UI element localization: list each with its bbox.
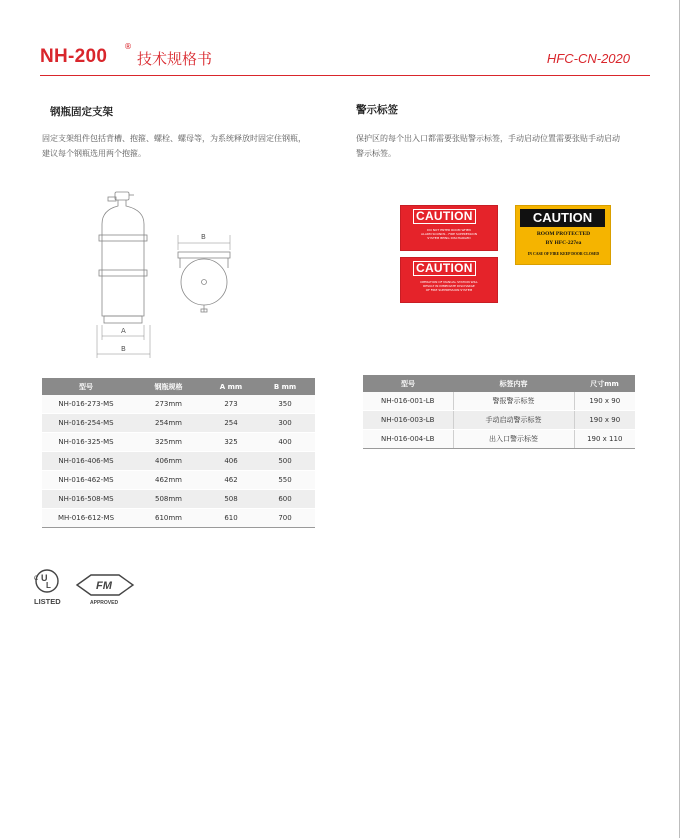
table-row bbox=[42, 395, 315, 414]
caution-heading: CAUTION bbox=[520, 209, 605, 227]
document-code: HFC-CN-2020 bbox=[546, 51, 630, 66]
cell-b: 700 bbox=[255, 509, 315, 528]
cell-b: 500 bbox=[255, 452, 315, 471]
ul-listed-mark bbox=[34, 570, 61, 606]
bracket-description-line: 建议每个钢瓶选用两个抱箍。 bbox=[42, 149, 146, 158]
sign-text-line: IN CASE OF FIRE KEEP DOOR CLOSED bbox=[527, 252, 600, 256]
top-view-cylinder bbox=[181, 259, 227, 305]
warning-section-title: 警示标签 bbox=[356, 104, 398, 116]
cell-a: 462 bbox=[207, 471, 255, 490]
cell-b: 600 bbox=[255, 490, 315, 509]
fm-text: FM bbox=[96, 580, 112, 592]
cell-a: 325 bbox=[207, 433, 255, 452]
table-row bbox=[363, 392, 635, 411]
table-row bbox=[42, 490, 315, 509]
cylinder-base bbox=[104, 316, 142, 323]
registered-mark: ® bbox=[124, 42, 132, 51]
table-header-row bbox=[42, 378, 315, 395]
cell-cylinder-size: 462mm bbox=[130, 471, 207, 490]
cell-model: NH-016-273-MS bbox=[42, 395, 130, 414]
sign-text-line: OPERATION OF MANUAL STATION WILL bbox=[420, 280, 478, 284]
col-header-model: 型号 bbox=[42, 378, 130, 395]
table-row bbox=[42, 433, 315, 452]
page-header bbox=[40, 40, 650, 78]
cell-cylinder-size: 508mm bbox=[130, 490, 207, 509]
sign-text bbox=[405, 280, 493, 292]
col-header-model: 型号 bbox=[363, 375, 453, 392]
caution-heading: CAUTION bbox=[413, 209, 476, 224]
cell-model: NH-016-001-LB bbox=[363, 392, 453, 411]
cell-label-content: 出入口警示标签 bbox=[453, 430, 574, 449]
warning-description-line: 警示标签。 bbox=[356, 149, 396, 158]
col-header-cylinder-size: 钢瓶规格 bbox=[130, 378, 207, 395]
cell-model: NH-016-508-MS bbox=[42, 490, 130, 509]
cylinder-bracket-drawing bbox=[88, 188, 248, 366]
caution-heading: CAUTION bbox=[413, 261, 476, 276]
col-header-b: B mm bbox=[255, 378, 315, 395]
bracket-spec-table bbox=[42, 378, 315, 528]
cell-label-content: 警报警示标签 bbox=[453, 392, 574, 411]
table-row bbox=[42, 414, 315, 433]
certification-logos bbox=[33, 566, 143, 611]
cell-b: 400 bbox=[255, 433, 315, 452]
top-view-backplate bbox=[178, 252, 230, 258]
table-header-row bbox=[363, 375, 635, 392]
top-view-center bbox=[202, 280, 207, 285]
cell-size: 190 x 90 bbox=[574, 392, 635, 411]
cell-b: 300 bbox=[255, 414, 315, 433]
cell-model: NH-016-325-MS bbox=[42, 433, 130, 452]
cell-label-content: 手动启动警示标签 bbox=[453, 411, 574, 430]
sign-text-line: BY HFC-227ea bbox=[545, 240, 582, 246]
cell-model: NH-016-462-MS bbox=[42, 471, 130, 490]
col-header-label-content: 标签内容 bbox=[453, 375, 574, 392]
bracket-description bbox=[42, 131, 306, 161]
cell-b: 350 bbox=[255, 395, 315, 414]
cell-b: 550 bbox=[255, 471, 315, 490]
ul-c: C bbox=[34, 576, 39, 582]
document-title: 技术规格书 bbox=[137, 50, 213, 68]
table-row bbox=[42, 471, 315, 490]
ul-listed-text: LISTED bbox=[34, 597, 61, 606]
cell-a: 254 bbox=[207, 414, 255, 433]
alarm-warning-sign bbox=[400, 205, 498, 251]
cell-size: 190 x 110 bbox=[574, 430, 635, 449]
ul-l: L bbox=[46, 581, 51, 590]
cell-model: NH-016-254-MS bbox=[42, 414, 130, 433]
page-edge bbox=[679, 0, 680, 838]
col-header-size: 尺寸mm bbox=[574, 375, 635, 392]
cell-model: NH-016-003-LB bbox=[363, 411, 453, 430]
fm-approved-mark bbox=[77, 575, 133, 606]
bracket-section-title: 钢瓶固定支架 bbox=[50, 106, 113, 118]
warning-label-table bbox=[363, 375, 635, 449]
sign-text bbox=[405, 228, 493, 240]
cell-a: 610 bbox=[207, 509, 255, 528]
sign-text-line: SYSTEM BEING DISCHARGED bbox=[427, 236, 471, 240]
table-row bbox=[42, 452, 315, 471]
upper-strap bbox=[99, 235, 147, 241]
col-header-a: A mm bbox=[207, 378, 255, 395]
sign-text-line: ALARM SOUNDS - FIRE SUPPRESSION bbox=[421, 232, 477, 236]
cell-model: MH-016-612-MS bbox=[42, 509, 130, 528]
entrance-warning-sign bbox=[515, 205, 611, 265]
product-logo: NH-200 bbox=[40, 46, 108, 67]
warning-description bbox=[356, 131, 620, 161]
cell-cylinder-size: 254mm bbox=[130, 414, 207, 433]
warning-description-line: 保护区的每个出入口都需要张贴警示标签，手动启动位置需要张贴手动启动 bbox=[356, 134, 620, 143]
cell-a: 273 bbox=[207, 395, 255, 414]
ul-u: U bbox=[41, 573, 48, 583]
cell-cylinder-size: 273mm bbox=[130, 395, 207, 414]
cylinder-body bbox=[102, 200, 144, 316]
fm-approved-text: APPROVED bbox=[90, 600, 119, 606]
cell-model: NH-016-004-LB bbox=[363, 430, 453, 449]
dim-a-label: A bbox=[121, 327, 126, 335]
dim-b-top-label: B bbox=[201, 233, 206, 241]
cell-a: 508 bbox=[207, 490, 255, 509]
header-divider bbox=[40, 75, 650, 76]
manual-release-warning-sign bbox=[400, 257, 498, 303]
table-row bbox=[42, 509, 315, 528]
table-row bbox=[363, 411, 635, 430]
cell-size: 190 x 90 bbox=[574, 411, 635, 430]
cell-cylinder-size: 610mm bbox=[130, 509, 207, 528]
dim-b-label: B bbox=[121, 345, 126, 353]
sign-text-line: RESULT IN IMMEDIATE DISCHARGE bbox=[423, 284, 475, 288]
sign-text-line: DO NOT ENTER ROOM WHEN bbox=[427, 228, 471, 232]
warning-signs bbox=[400, 203, 615, 303]
lower-strap bbox=[99, 270, 147, 276]
bracket-description-line: 固定支架组件包括背槽、抱箍、螺栓、螺母等，为系统释放时固定住钢瓶， bbox=[42, 134, 306, 143]
valve-body bbox=[115, 192, 129, 200]
cell-a: 406 bbox=[207, 452, 255, 471]
sign-text-line: ROOM PROTECTED bbox=[536, 231, 591, 237]
cell-cylinder-size: 325mm bbox=[130, 433, 207, 452]
cell-model: NH-016-406-MS bbox=[42, 452, 130, 471]
sign-text-line: OF FIRE SUPPRESSION SYSTEM bbox=[425, 288, 473, 292]
cell-cylinder-size: 406mm bbox=[130, 452, 207, 471]
table-row bbox=[363, 430, 635, 449]
